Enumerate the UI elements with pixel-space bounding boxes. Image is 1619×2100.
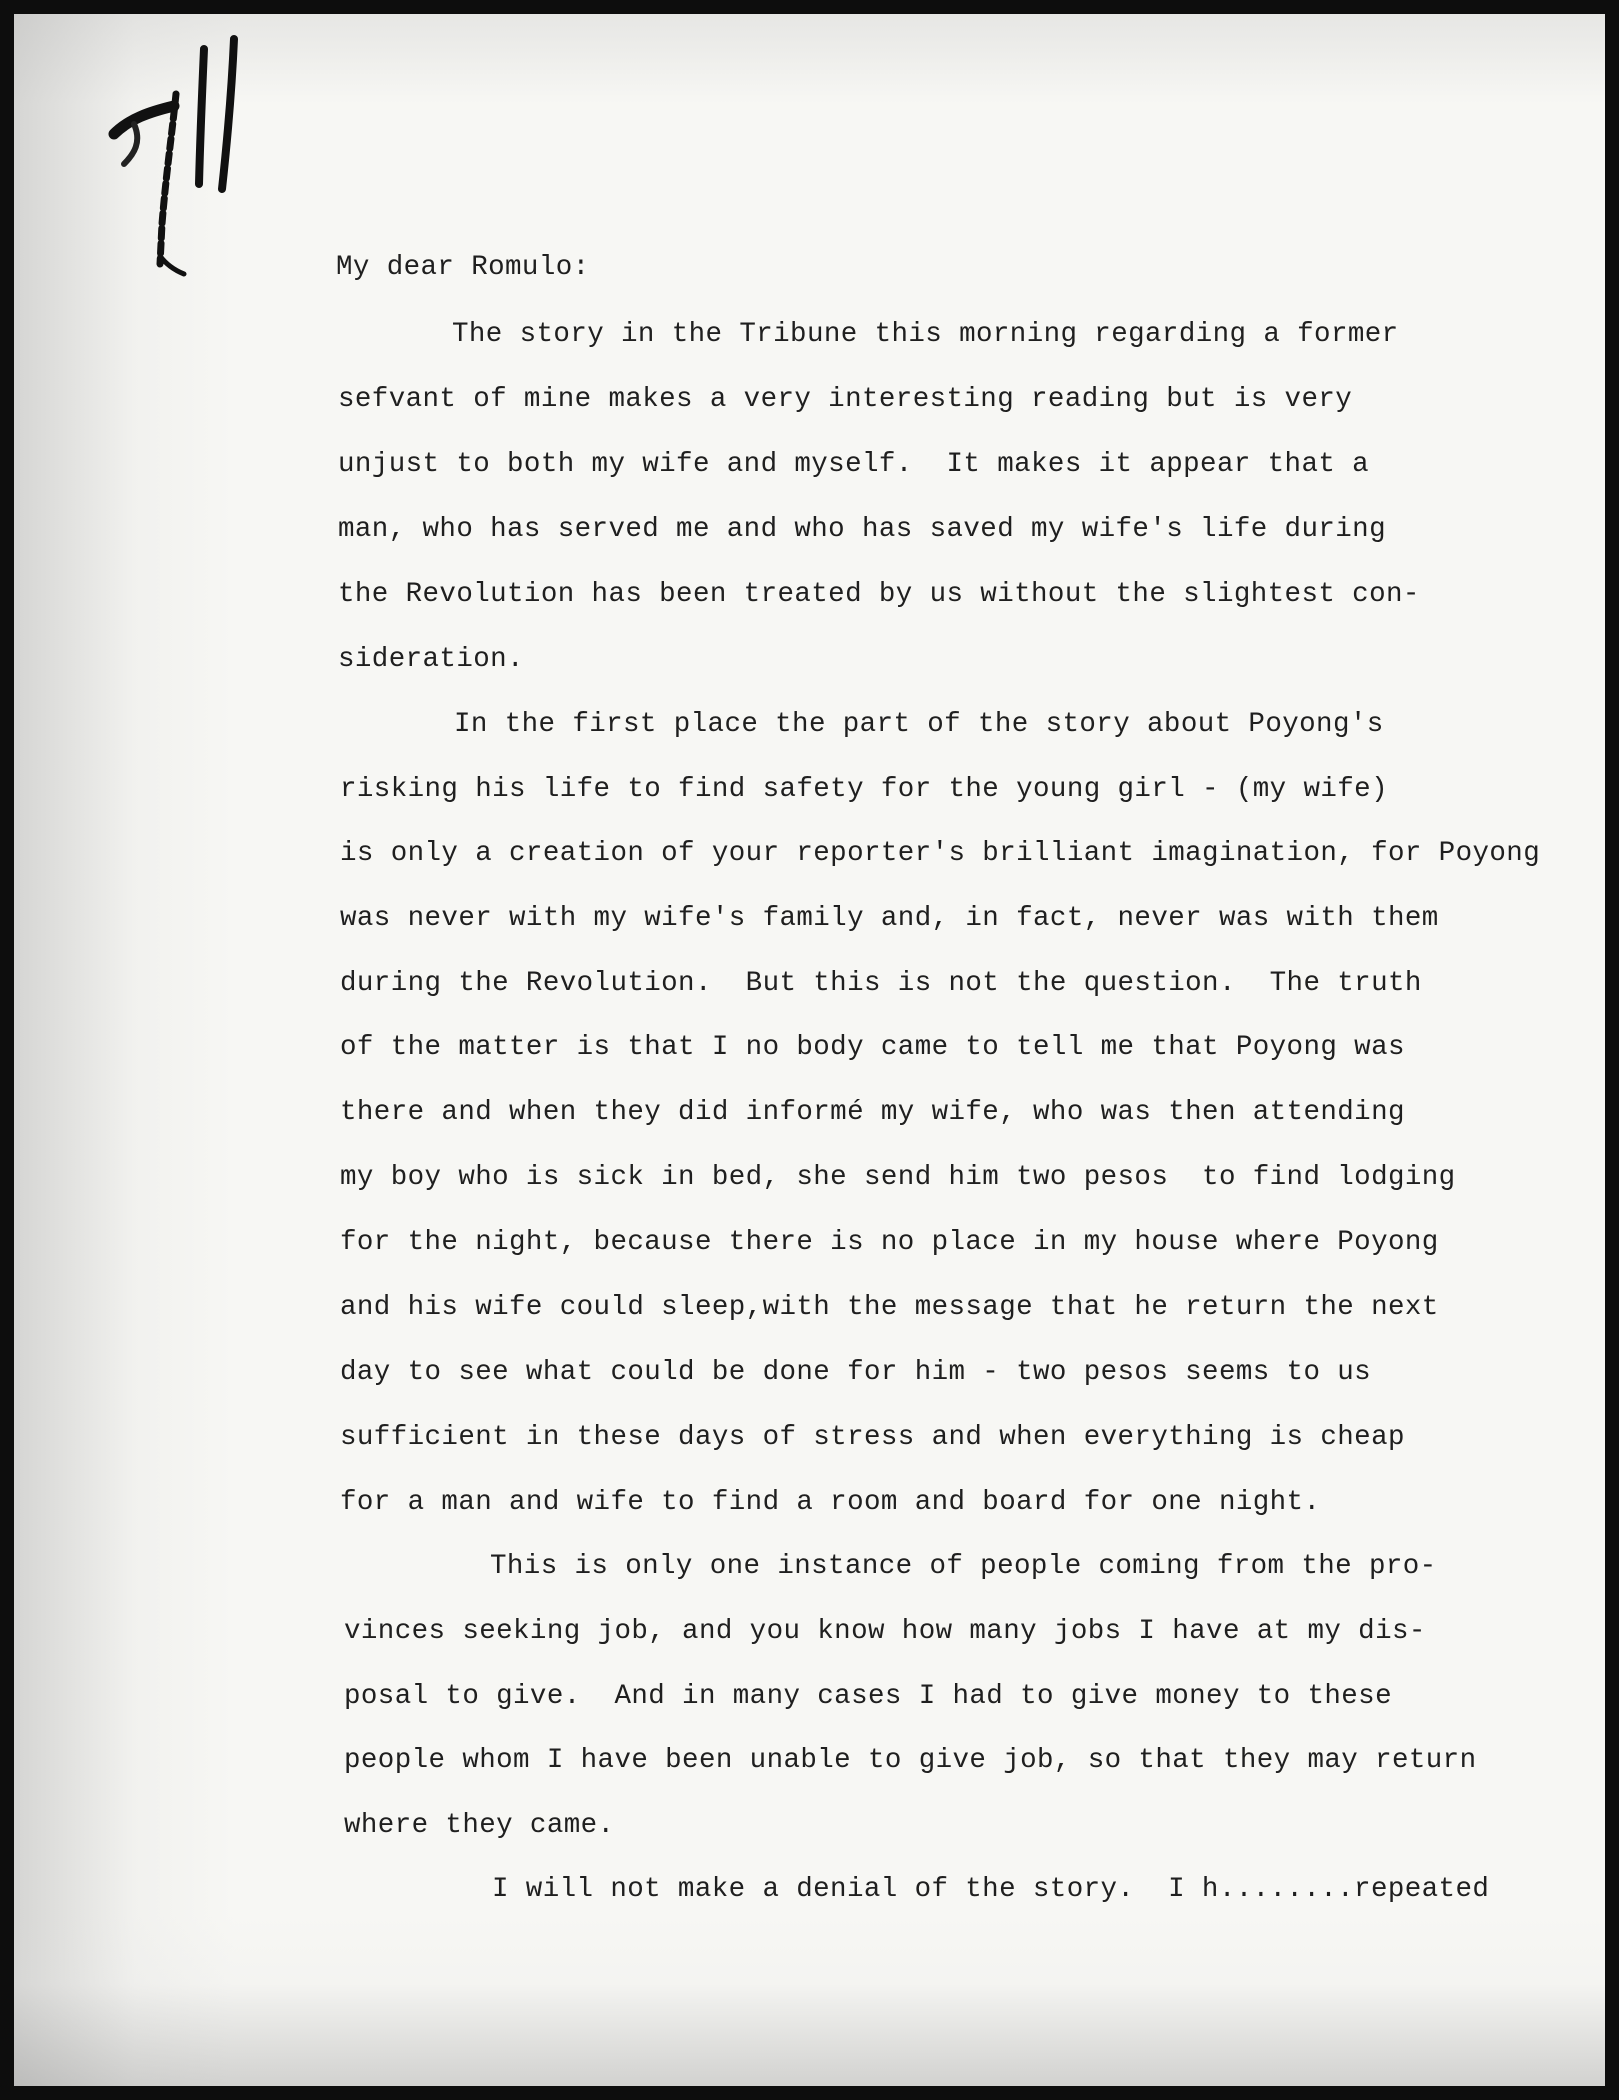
line-04: man, who has served me and who has saved my wife's life during: [338, 514, 1386, 545]
line-11: during the Revolution. But this is not the question. The truth: [340, 968, 1422, 999]
line-17: day to see what could be done for him - two pesos seems to us: [340, 1357, 1372, 1388]
line-21: vinces seeking job, and you know how many jobs I have at my dis-: [344, 1616, 1426, 1647]
line-19: for a man and wife to find a room and board for one night.: [340, 1487, 1321, 1518]
line-25: I will not make a denial of the story. I h........repeated: [492, 1874, 1490, 1905]
line-03: unjust to both my wife and myself. It makes it appear that a: [338, 449, 1370, 480]
letter-body: [14, 14, 1605, 2086]
line-01: The story in the Tribune this morning regarding a former: [452, 319, 1399, 350]
line-09: is only a creation of your reporter's brilliant imagination, for Poyong: [340, 838, 1541, 869]
line-14: my boy who is sick in bed, she send him two pesos to find lodging: [340, 1162, 1456, 1193]
salutation: My dear Romulo:: [336, 252, 590, 283]
line-20: This is only one instance of people coming from the pro-: [490, 1551, 1437, 1582]
line-12: of the matter is that I no body came to tell me that Poyong was: [340, 1032, 1405, 1063]
line-10: was never with my wife's family and, in fact, never was with them: [340, 903, 1439, 934]
line-23: people whom I have been unable to give job, so that they may return: [344, 1745, 1477, 1776]
line-15: for the night, because there is no place in my house where Poyong: [340, 1227, 1439, 1258]
line-22: posal to give. And in many cases I had to give money to these: [344, 1681, 1392, 1712]
line-24: where they came.: [344, 1810, 615, 1841]
line-07: In the first place the part of the story about Poyong's: [454, 709, 1384, 740]
line-16: and his wife could sleep,with the message that he return the next: [340, 1292, 1439, 1323]
line-02: sefvant of mine makes a very interesting reading but is very: [338, 384, 1353, 415]
line-06: sideration.: [338, 644, 524, 675]
line-08: risking his life to find safety for the young girl - (my wife): [340, 774, 1388, 805]
line-13: there and when they did informé my wife, who was then attending: [340, 1097, 1405, 1128]
letter-page: [14, 14, 1605, 2086]
line-05: the Revolution has been treated by us without the slightest con-: [338, 579, 1420, 610]
line-18: sufficient in these days of stress and when everything is cheap: [340, 1422, 1405, 1453]
